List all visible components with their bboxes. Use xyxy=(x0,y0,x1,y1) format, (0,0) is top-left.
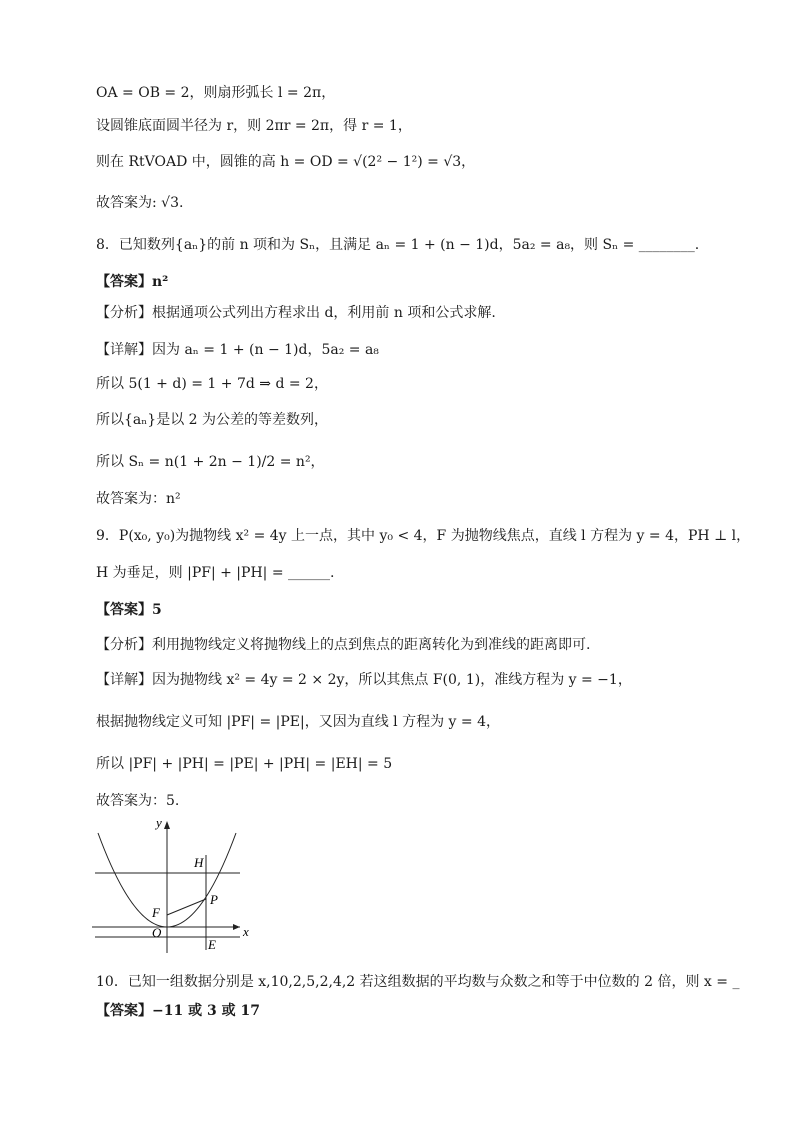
detail-8-4: 所以 Sₙ = n(1 + 2n − 1)/2 = n²， xyxy=(96,454,325,470)
detail-8-5: 故答案为：n² xyxy=(96,491,181,507)
detail-9-1: 【详解】因为抛物线 x² = 4y = 2 × 2y，所以其焦点 F(0, 1)，准线方程为 y = −1， xyxy=(96,672,632,688)
label-O: O xyxy=(152,925,162,940)
detail-8-2: 所以 5(1 + d) = 1 + 7d ⇒ d = 2， xyxy=(96,376,328,392)
detail-9-4: 故答案为：5. xyxy=(96,793,180,809)
label-x: x xyxy=(243,924,249,939)
answer-9: 【答案】5 xyxy=(96,602,162,618)
text-line-1: OA = OB = 2，则扇形弧长 l = 2π， xyxy=(96,85,336,101)
x-axis-arrow xyxy=(233,924,240,930)
label-H: H xyxy=(194,855,204,870)
text-line-2: 设圆锥底面圆半径为 r，则 2πr = 2π，得 r = 1， xyxy=(96,118,412,134)
label-P: P xyxy=(210,892,218,907)
detail-8-3: 所以{aₙ}是以 2 为公差的等差数列， xyxy=(96,412,329,428)
question-8: 8．已知数列{aₙ}的前 n 项和为 Sₙ，且满足 aₙ = 1 + (n − 1)d，5a₂ = a₈，则 Sₙ = ________. xyxy=(96,237,700,253)
analysis-9: 【分析】利用抛物线定义将抛物线上的点到焦点的距离转化为到准线的距离即可. xyxy=(96,637,591,653)
label-y: y xyxy=(156,815,162,830)
answer-10: 【答案】−11 或 3 或 17 xyxy=(96,1003,260,1019)
label-F: F xyxy=(152,905,160,920)
question-9-a: 9．P(x₀, y₀)为抛物线 x² = 4y 上一点，其中 y₀ < 4，F 为抛物线焦点，直线 l 方程为 y = 4，PH ⊥ l， xyxy=(96,528,751,544)
detail-8-1: 【详解】因为 aₙ = 1 + (n − 1)d，5a₂ = a₈ xyxy=(96,342,379,358)
question-10: 10．已知一组数据分别是 x,10,2,5,2,4,2 若这组数据的平均数与众数之和等于中位数的 2 倍，则 x = _ xyxy=(96,974,740,990)
label-E: E xyxy=(208,937,216,952)
parabola-figure xyxy=(90,815,255,955)
y-axis-arrow xyxy=(164,821,170,829)
analysis-8: 【分析】根据通项公式列出方程求出 d，利用前 n 项和公式求解. xyxy=(96,305,496,321)
text-line-4: 故答案为: √3. xyxy=(96,195,184,211)
detail-9-2: 根据抛物线定义可知 |PF| = |PE|，又因为直线 l 方程为 y = 4， xyxy=(96,714,500,730)
question-9-b: H 为垂足，则 |PF| + |PH| = ______. xyxy=(96,565,335,581)
answer-8: 【答案】n² xyxy=(96,274,169,290)
detail-9-3: 所以 |PF| + |PH| = |PE| + |PH| = |EH| = 5 xyxy=(96,756,393,772)
segment-FP xyxy=(167,899,206,915)
text-line-3: 则在 RtVOAD 中，圆锥的高 h = OD = √(2² − 1²) = √3， xyxy=(96,154,476,170)
